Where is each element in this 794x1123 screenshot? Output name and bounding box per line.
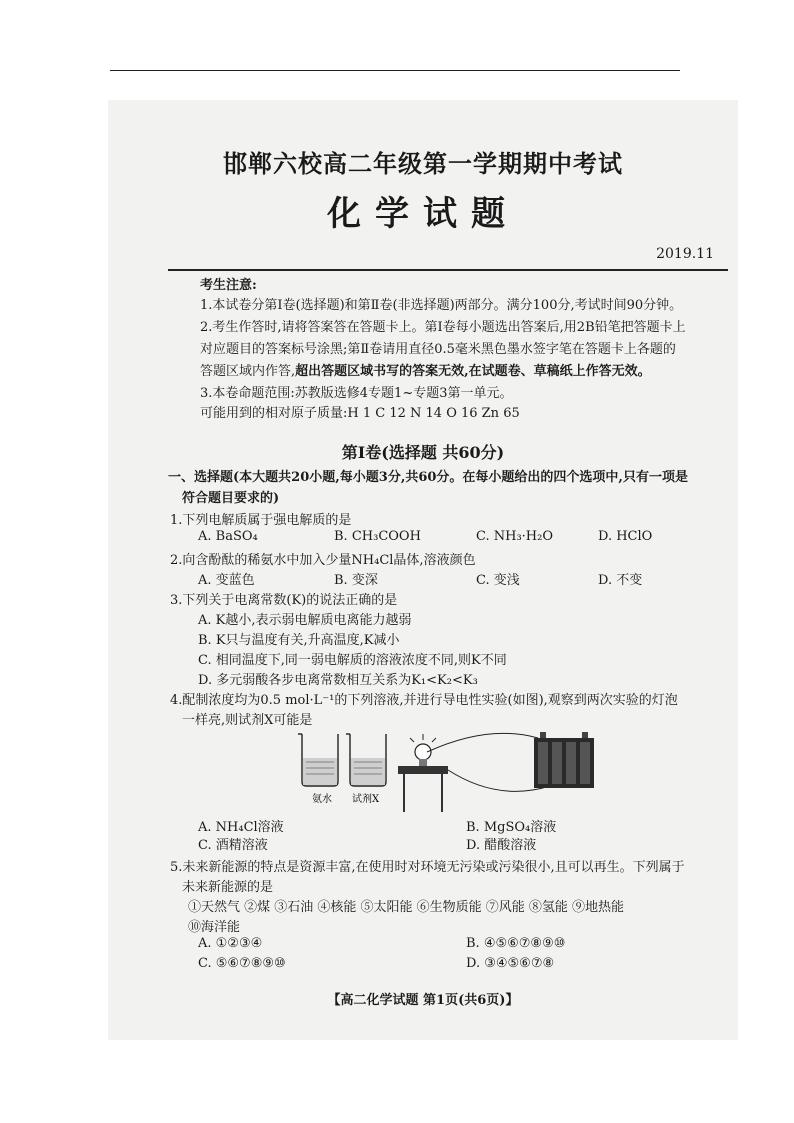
question-stem: 一样亮,则试剂X可能是	[182, 713, 313, 728]
option: D. 不变	[598, 573, 643, 588]
option: D. 醋酸溶液	[466, 838, 537, 853]
question-stem: 3.下列关于电离常数(K)的说法正确的是	[170, 593, 398, 608]
light-bulb-icon	[398, 734, 448, 812]
option: A. BaSO₄	[198, 529, 258, 544]
option: C. 酒精溶液	[198, 838, 268, 853]
option: C. 相同温度下,同一弱电解质的溶液浓度不同,则K不同	[198, 653, 507, 668]
atomic-mass-note: 可能用到的相对原子质量:H 1 C 12 N 14 O 16 Zn 65	[200, 406, 520, 421]
section-instruction: 符合题目要求的)	[182, 491, 280, 506]
section-title: 第Ⅰ卷(选择题 共60分)	[341, 443, 505, 462]
notice-emphasis: 超出答题区域书写的答案无效,在试题卷、草稿纸上作答无效。	[295, 364, 651, 379]
section-instruction: 一、选择题(本大题共20小题,每小题3分,共60分。在每小题给出的四个选项中,只有一项是	[168, 470, 688, 485]
notice-item: 答题区域内作答,超出答题区域书写的答案无效,在试题卷、草稿纸上作答无效。	[200, 364, 651, 379]
subject-title: 化学试题	[327, 194, 519, 234]
option: D. ③④⑤⑥⑦⑧	[466, 956, 555, 971]
question-stem: 2.向含酚酞的稀氨水中加入少量NH₄Cl晶体,溶液颜色	[170, 553, 476, 568]
option: A. 变蓝色	[198, 573, 255, 588]
header-rule	[168, 269, 728, 271]
energy-list: ①天然气 ②煤 ③石油 ④核能 ⑤太阳能 ⑥生物质能 ⑦风能 ⑧氢能 ⑨地热能	[188, 900, 625, 915]
option: D. HClO	[598, 529, 653, 544]
option: B. ④⑤⑥⑦⑧⑨⑩	[466, 936, 566, 951]
notice-item: 3.本卷命题范围:苏教版选修4专题1~专题3第一单元。	[200, 386, 513, 401]
energy-list: ⑩海洋能	[188, 920, 241, 935]
option: D. 多元弱酸各步电离常数相互关系为K₁<K₂<K₃	[198, 673, 478, 688]
figure-label: 氨水	[312, 794, 332, 805]
option: B. MgSO₄溶液	[466, 820, 557, 835]
notice-item: 1.本试卷分第Ⅰ卷(选择题)和第Ⅱ卷(非选择题)两部分。满分100分,考试时间90分钟。	[200, 298, 683, 313]
question-stem: 1.下列电解质属于强电解质的是	[170, 513, 352, 528]
top-rule	[110, 70, 680, 71]
option: B. K只与温度有关,升高温度,K减小	[198, 633, 400, 648]
beaker-ammonia-icon	[298, 734, 338, 786]
option: B. 变深	[334, 573, 378, 588]
question-stem: 5.未来新能源的特点是资源丰富,在使用时对环境无污染或污染很小,且可以再生。下列属于	[170, 860, 685, 875]
option: A. ①②③④	[198, 936, 263, 951]
option: A. K越小,表示弱电解质电离能力越弱	[198, 613, 412, 628]
notice-heading: 考生注意:	[200, 278, 257, 293]
exam-date: 2019.11	[656, 246, 714, 262]
option: C. 变浅	[476, 573, 520, 588]
page-footer: 【高二化学试题 第1页(共6页)】	[327, 993, 519, 1008]
option: B. CH₃COOH	[334, 529, 421, 544]
conductivity-apparatus-figure	[288, 722, 618, 814]
figure-label: 试剂X	[352, 794, 380, 805]
option: C. ⑤⑥⑦⑧⑨⑩	[198, 956, 286, 971]
option: C. NH₃·H₂O	[476, 529, 554, 544]
battery-icon	[534, 732, 594, 788]
question-stem: 未来新能源的是	[182, 880, 274, 895]
exam-page	[108, 100, 738, 1040]
question-stem: 4.配制浓度均为0.5 mol·L⁻¹的下列溶液,并进行导电性实验(如图),观察到两次实验的灯泡	[170, 693, 678, 708]
exam-title: 邯郸六校高二年级第一学期期中考试	[223, 149, 623, 178]
notice-item: 对应题目的答案标号涂黑;第Ⅱ卷请用直径0.5毫米黑色墨水签字笔在答题卡上各题的	[200, 342, 676, 357]
notice-item: 2.考生作答时,请将答案答在答题卡上。第Ⅰ卷每小题选出答案后,用2B铅笔把答题卡上	[200, 320, 686, 335]
beaker-reagent-x-icon	[346, 734, 386, 786]
option: A. NH₄Cl溶液	[198, 820, 284, 835]
